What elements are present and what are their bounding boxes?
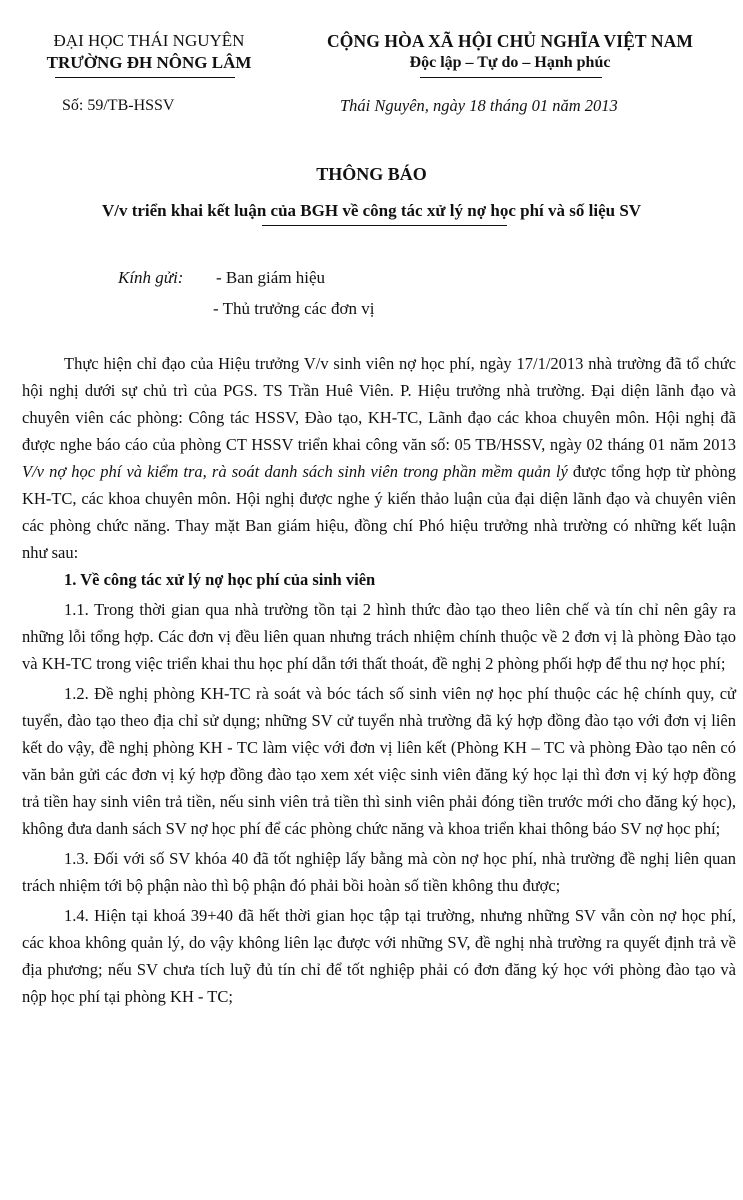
intro-paragraph <box>22 350 736 566</box>
section-1-heading: 1. Về công tác xử lý nợ học phí của sinh viên <box>64 570 376 589</box>
intro-text-1: Thực hiện chỉ đạo của Hiệu trưởng V/v sinh viên nợ học phí, ngày 17/1/2013 nhà trường đã tổ chức hội nghị dưới sự chủ trì của PGS. TS Trần Huê Viên. P. Hiệu trưởng nhà trường. Đại diện lãnh đạo và chuyên viên các phòng: Công tác HSSV, Đào tạo, KH-TC, Lãnh đạo các khoa chuyên môn. Hội nghị đã được nghe báo cáo của phòng CT HSSV triển khai công văn số: 05 TB/HSSV, ngày 02 tháng 01 năm 2013 <box>22 354 736 454</box>
school-name: TRƯỜNG ĐH NÔNG LÂM <box>46 53 252 72</box>
org-underline <box>55 77 235 78</box>
parent-organization: ĐẠI HỌC THÁI NGUYÊN <box>53 31 245 50</box>
item-1-2: 1.2. Đề nghị phòng KH-TC rà soát và bóc tách số sinh viên nợ học phí thuộc các hệ chính quy, cử tuyển, đào tạo theo địa chỉ sử dụng; những SV cử tuyển nhà trường đã ký hợp đồng đào tạo với đơn vị liên kết do vậy, đề nghị phòng KH - TC làm việc với đơn vị liên kết (Phòng KH – TC và phòng Đào tạo nên có văn bản gửi các đơn vị ký hợp đồng đào tạo xem xét việc sinh viên đăng ký học lại thì đơn vị ký hợp đồng trả tiền hay sinh viên trả tiền, nếu sinh viên trả tiền thì sinh viên phải đóng tiền trước mới cho đăng ký học), không đưa danh sách SV nợ học phí để các phòng chức năng và khoa triển khai thông báo SV nợ học phí; <box>22 684 736 838</box>
item-1-3: 1.3. Đối với số SV khóa 40 đã tốt nghiệp lấy bằng mà còn nợ học phí, nhà trường đề nghị liên quan trách nhiệm tới bộ phận nào thì bộ phận đó phải bồi hoàn số tiền không thu được; <box>22 849 736 895</box>
recipient-1: - Ban giám hiệu <box>216 268 326 287</box>
issuing-organization <box>18 30 280 74</box>
recipient-2: - Thủ trưởng các đơn vị <box>213 299 375 318</box>
motto-underline <box>420 77 602 78</box>
national-header <box>290 30 730 74</box>
item-1-1: 1.1. Trong thời gian qua nhà trường tồn tại 2 hình thức đào tạo theo liên chế và tín chỉ nên gây ra những lỗi tổng hợp. Các đơn vị đều liên quan nhưng trách nhiệm chính thuộc về 2 đơn vị là phòng Đào tạo và KH-TC trong việc triển khai thu học phí dẫn tới thất thoát, đề nghị 2 phòng phối hợp để thu nợ học phí; <box>22 600 736 673</box>
nation-title: CỘNG HÒA XÃ HỘI CHỦ NGHĨA VIỆT NAM <box>327 31 693 51</box>
intro-text-2: được tổng hợp từ phòng KH-TC, các khoa chuyên môn. Hội nghị được nghe ý kiến thảo luận của đại diện lãnh đạo và chuyên viên các phòng chức năng. Thay mặt Ban giám hiệu, đồng chí Phó hiệu trưởng nhà trường có những kết luận như sau: <box>22 462 736 562</box>
intro-italic-reference: V/v nợ học phí và kiểm tra, rà soát danh sách sinh viên trong phần mềm quản lý <box>22 462 568 481</box>
recipients-label: Kính gửi: <box>118 268 184 287</box>
document-title: THÔNG BÁO <box>316 164 427 184</box>
document-subject: V/v triển khai kết luận của BGH về công tác xử lý nợ học phí và số liệu SV <box>101 201 642 220</box>
subject-underline <box>262 225 507 226</box>
place-date: Thái Nguyên, ngày 18 tháng 01 năm 2013 <box>340 96 618 115</box>
document-number: Số: 59/TB-HSSV <box>62 97 175 114</box>
motto: Độc lập – Tự do – Hạnh phúc <box>409 54 611 71</box>
item-1-4: 1.4. Hiện tại khoá 39+40 đã hết thời gian học tập tại trường, nhưng những SV vẫn còn nợ học phí, các khoa không quản lý, do vậy không liên lạc được với những SV, đề nghị nhà trường ra quyết định trả về địa phương; nếu SV chưa tích luỹ đủ tín chỉ để tốt nghiệp phải có đơn đăng ký học với phòng đào tạo và nộp học phí tại phòng KH - TC; <box>22 906 736 1006</box>
document-body <box>22 350 736 1010</box>
